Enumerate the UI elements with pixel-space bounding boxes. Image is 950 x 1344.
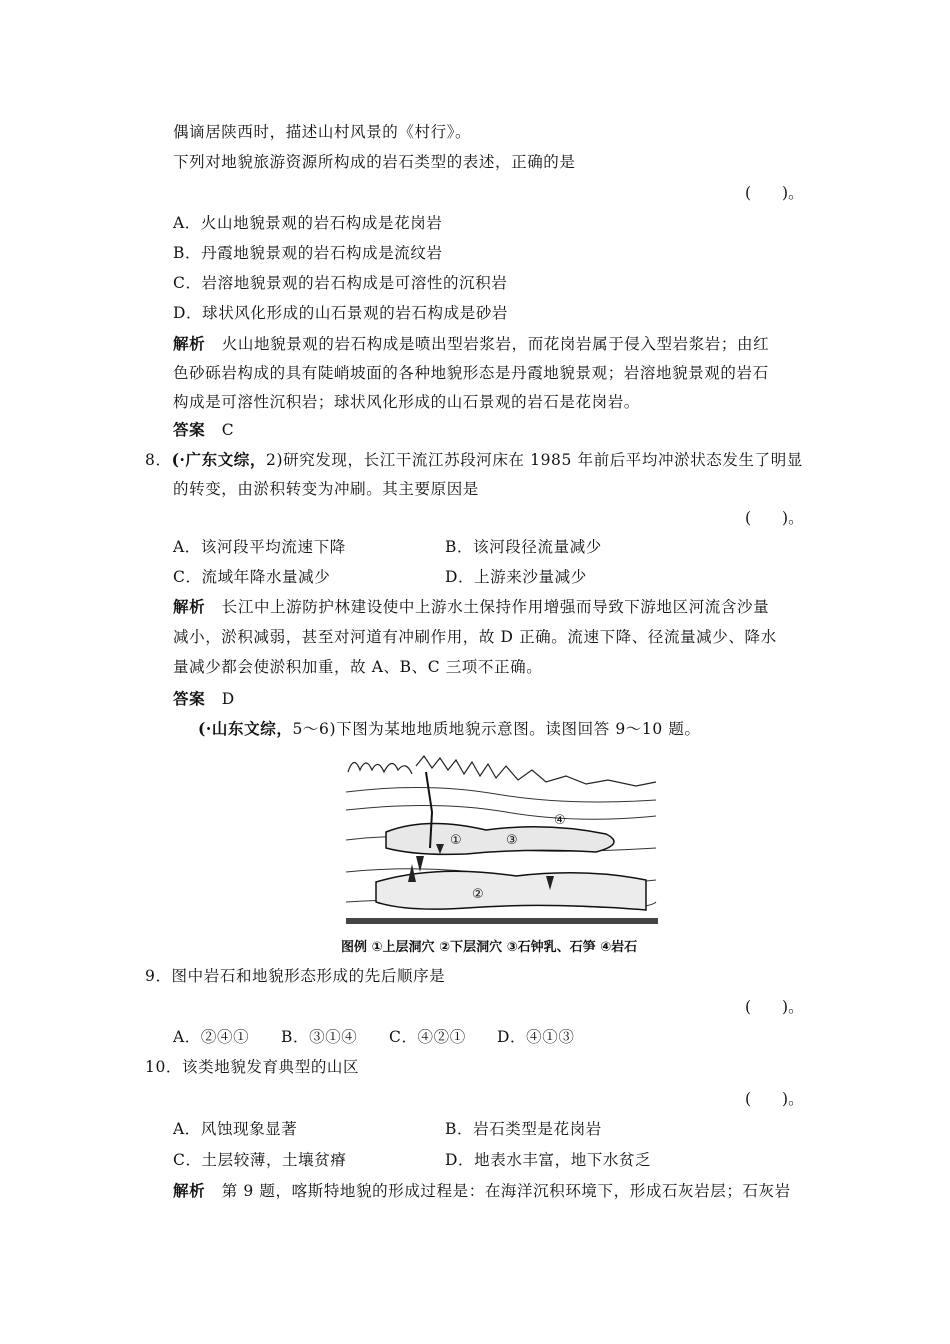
- answer-blank: ( )。: [745, 1090, 804, 1108]
- q8-option-d: D．上游来沙量减少: [445, 568, 587, 586]
- question-10-stem: 10．该类地貌发育典型的山区: [145, 1058, 360, 1076]
- q9-option-b: B．③①④: [281, 1028, 358, 1046]
- group-text: 5～6)下图为某地地质地貌示意图。读图回答 9～10 题。: [292, 720, 701, 738]
- q8-option-a: A．该河段平均流速下降: [173, 538, 346, 556]
- q8-option-c: C．流域年降水量减少: [173, 568, 331, 586]
- q10-option-a: A．风蚀现象显著: [173, 1120, 298, 1138]
- q10-option-b: B．岩石类型是花岗岩: [445, 1120, 602, 1138]
- q10-option-c: C．土层较薄，土壤贫瘠: [173, 1151, 347, 1169]
- q10-option-d: D．地表水丰富，地下水贫乏: [445, 1151, 652, 1169]
- intro-line-1: 偶谪居陕西时，描述山村风景的《村行》。: [173, 123, 472, 141]
- figure-legend: 图例 ①上层洞穴 ②下层洞穴 ③石钟乳、石笋 ④岩石: [341, 940, 638, 955]
- q9-option-c: C．④②①: [389, 1028, 466, 1046]
- q8-answer: [173, 689, 235, 709]
- q7-option-b: B．丹霞地貌景观的岩石构成是流纹岩: [173, 244, 443, 262]
- q9-option-a: A．②④①: [173, 1028, 250, 1046]
- answer-blank: ( )。: [745, 509, 804, 527]
- q7-explanation-line-2: 色砂砾岩构成的具有陡峭坡面的各种地貌形态是丹霞地貌景观；岩溶地貌景观的岩石: [173, 364, 769, 382]
- group-source: (·山东文综，: [198, 719, 293, 738]
- q8-explanation-line-2: 减小，淤积减弱，甚至对河道有冲刷作用，故 D 正确。流速下降、径流量减少、降水: [173, 628, 777, 646]
- answer-label: 答案: [173, 689, 206, 708]
- geology-cave-diagram: [346, 752, 658, 930]
- explanation-label: 解析: [173, 597, 206, 616]
- question-number: 8．: [145, 451, 172, 469]
- q8-explanation-line-3: 量减少都会使淤积加重，故 A、B、C 三项不正确。: [173, 658, 543, 676]
- label-4: ④: [554, 813, 566, 828]
- q7-option-d: D．球状风化形成的山石景观的岩石构成是砂岩: [173, 304, 509, 322]
- label-1: ①: [450, 833, 462, 848]
- question-8-stem-line-2: 的转变，由淤积转变为冲刷。其主要原因是: [173, 480, 479, 498]
- question-9-stem: 9．图中岩石和地貌形态形成的先后顺序是: [145, 967, 446, 985]
- label-3: ③: [506, 833, 518, 848]
- q7-option-c: C．岩溶地貌景观的岩石构成是可溶性的沉积岩: [173, 274, 508, 292]
- q7-explanation-line-1: [173, 334, 769, 354]
- question-text: 2)研究发现，长江干流江苏段河床在 1985 年前后平均冲淤状态发生了明显: [266, 451, 803, 469]
- q7-answer: [173, 420, 234, 440]
- answer-blank: ( )。: [745, 184, 804, 202]
- label-2: ②: [472, 887, 484, 902]
- question-source: (·广东文综，: [171, 450, 266, 469]
- answer-value: D: [221, 690, 235, 708]
- group-intro: [198, 719, 701, 739]
- q8-explanation-line-1: [173, 597, 769, 617]
- explanation-text: 长江中上游防护林建设使中上游水土保持作用增强而导致下游地区河流含沙量: [221, 598, 770, 616]
- answer-label: 答案: [173, 420, 206, 439]
- question-8-stem-line-1: [145, 450, 803, 470]
- explanation-text: 第 9 题，喀斯特地貌的形成过程是：在海洋沉积环境下，形成石灰岩层；石灰岩: [221, 1182, 791, 1200]
- answer-blank: ( )。: [745, 998, 804, 1016]
- q8-option-b: B．该河段径流量减少: [445, 538, 602, 556]
- explanation-label: 解析: [173, 1181, 206, 1200]
- explanation-text: 火山地貌景观的岩石构成是喷出型岩浆岩，而花岗岩属于侵入型岩浆岩；由红: [221, 335, 770, 353]
- explanation-label: 解析: [173, 334, 206, 353]
- question-7-stem: 下列对地貌旅游资源所构成的岩石类型的表述，正确的是: [173, 153, 576, 171]
- q10-explanation-line-1: [173, 1181, 791, 1201]
- answer-value: C: [221, 421, 235, 439]
- q7-option-a: A．火山地貌景观的岩石构成是花岗岩: [173, 214, 443, 232]
- q9-option-d: D．④①③: [497, 1028, 575, 1046]
- q7-explanation-line-3: 构成是可溶性沉积岩；球状风化形成的山石景观的岩石是花岗岩。: [173, 393, 640, 411]
